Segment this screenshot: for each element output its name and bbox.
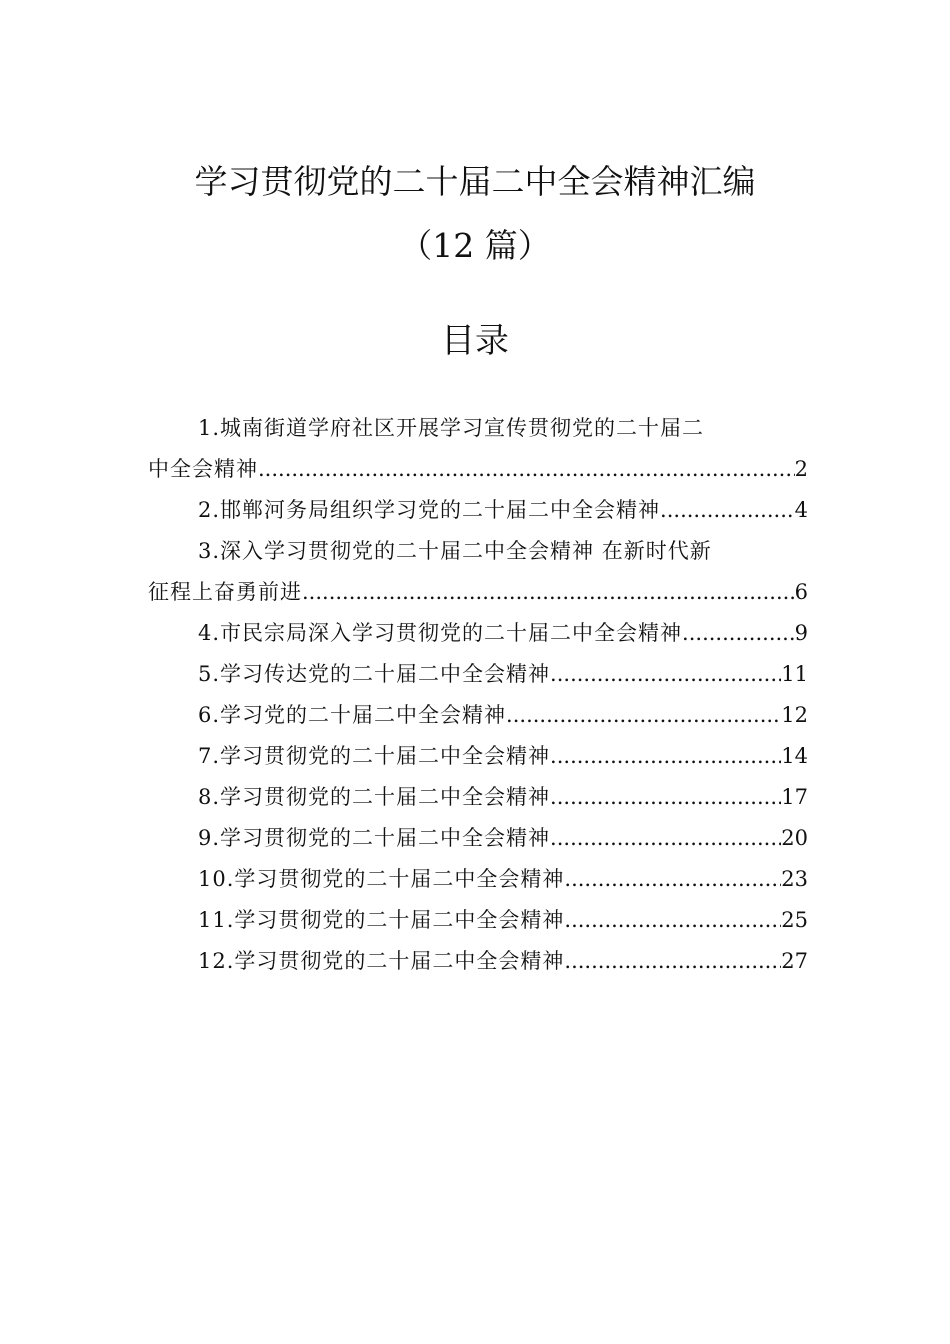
toc-leader-dots (550, 823, 781, 853)
toc-page-number: 20 (781, 826, 808, 850)
toc-entry-title: 1.城南街道学府社区开展学习宣传贯彻党的二十届二 (198, 416, 705, 440)
toc-entry-title: 4.市民宗局深入学习贯彻党的二十届二中全会精神 (198, 621, 683, 645)
toc-entry-5[interactable] (198, 659, 808, 689)
toc-page-number: 14 (781, 744, 808, 768)
toc-leader-dots (550, 741, 781, 771)
toc-entry-6[interactable] (198, 700, 808, 730)
toc-page-number: 17 (781, 785, 808, 809)
toc-heading: 目录 (441, 321, 509, 361)
toc-page-number: 11 (781, 662, 808, 686)
toc-entry-title: 7.学习贯彻党的二十届二中全会精神 (198, 744, 551, 768)
toc-leader-dots (660, 495, 795, 525)
toc-leader-dots (564, 864, 781, 894)
toc-entry-title: 3.深入学习贯彻党的二十届二中全会精神 在新时代新 (198, 539, 712, 563)
toc-entry-3-line2[interactable] (148, 577, 808, 607)
document-subtitle: （12 篇） (399, 226, 551, 265)
toc-entry-3-line1[interactable] (198, 536, 810, 566)
toc-entry-title: 6.学习党的二十届二中全会精神 (198, 703, 507, 727)
toc-page-number: 12 (781, 703, 808, 727)
toc-entry-title: 9.学习贯彻党的二十届二中全会精神 (198, 826, 551, 850)
toc-entry-1-line2[interactable] (148, 454, 808, 484)
toc-entry-9[interactable] (198, 823, 808, 853)
toc-leader-dots (564, 946, 781, 976)
toc-leader-dots (550, 659, 781, 689)
toc-leader-dots (564, 905, 781, 935)
toc-page-number: 25 (781, 908, 808, 932)
toc-entry-10[interactable] (198, 864, 808, 894)
toc-entry-title: 10.学习贯彻党的二十届二中全会精神 (198, 867, 565, 891)
toc-page-number: 27 (781, 949, 808, 973)
toc-entry-title: 8.学习贯彻党的二十届二中全会精神 (198, 785, 551, 809)
toc-page-number: 4 (794, 498, 808, 522)
toc-entry-title: 5.学习传达党的二十届二中全会精神 (198, 662, 551, 686)
toc-entry-12[interactable] (198, 946, 808, 976)
toc-entry-title: 11.学习贯彻党的二十届二中全会精神 (198, 908, 565, 932)
toc-entry-title: 12.学习贯彻党的二十届二中全会精神 (198, 949, 565, 973)
document-title: 学习贯彻党的二十届二中全会精神汇编 (194, 162, 756, 201)
toc-entry-7[interactable] (198, 741, 808, 771)
toc-entry-title: 中全会精神 (148, 457, 258, 481)
toc-page-number: 23 (781, 867, 808, 891)
toc-page-number: 6 (794, 580, 808, 604)
toc-leader-dots (682, 618, 795, 648)
toc-entry-8[interactable] (198, 782, 808, 812)
toc-leader-dots (258, 454, 795, 484)
toc-entry-title: 2.邯郸河务局组织学习党的二十届二中全会精神 (198, 498, 661, 522)
toc-page-number: 9 (794, 621, 808, 645)
toc-entry-1-line1[interactable] (198, 413, 810, 443)
toc-entry-4[interactable] (198, 618, 808, 648)
toc-entry-title: 征程上奋勇前进 (148, 580, 302, 604)
toc-page-number: 2 (794, 457, 808, 481)
toc-leader-dots (506, 700, 781, 730)
toc-entry-2[interactable] (198, 495, 808, 525)
toc-leader-dots (550, 782, 781, 812)
toc-leader-dots (302, 577, 795, 607)
toc-entry-11[interactable] (198, 905, 808, 935)
